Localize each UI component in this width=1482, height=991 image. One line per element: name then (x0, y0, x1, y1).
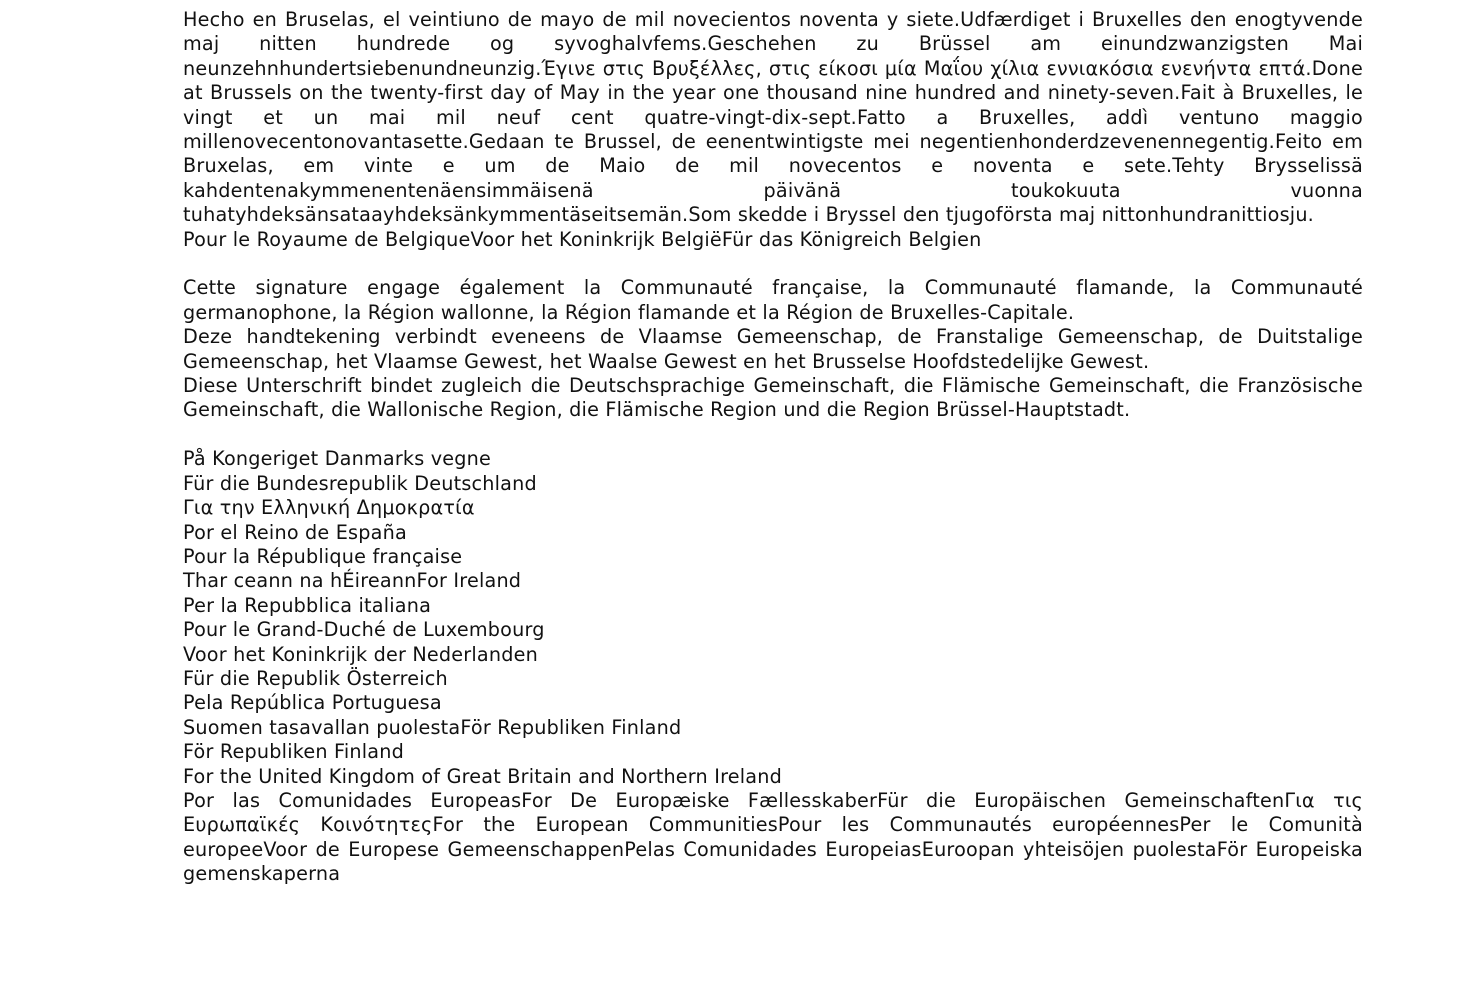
signatory-france: Pour la République française (183, 544, 463, 568)
signatory-italy: Per la Repubblica italiana (183, 593, 432, 617)
signatory-greece: Για την Ελληνική Δημοκρατία (183, 496, 475, 520)
signatory-european-communities: Por las Comunidades EuropeasFor De Europæiske FællesskaberFür die Europäischen GemeinschaftenΓια τις Ευρωπαϊκές ΚοινότητεςFor the European CommunitiesPour les Communautés européennesPer le Comunità europeeVoor de Europese GemeenschappenPelas Comunidades EuropeiasEuroopan yhteisöjen puolestaFör Europeiska gemenskaperna (183, 788, 1363, 886)
belgium-signatory-line: Pour le Royaume de BelgiqueVoor het Koninkrijk BelgiëFür das Königreich Belgien (183, 227, 982, 251)
signatory-denmark: På Kongeriget Danmarks vegne (183, 447, 492, 471)
belgium-note-dutch: Deze handtekening verbindt eveneens de Vlaamse Gemeenschap, de Franstalige Gemeenschap, de Duitstalige Gemeenschap, het Vlaamse Gewest, het Waalse Gewest en het Brusselse Hoofdstedelijke Gewest. (183, 325, 1363, 373)
signatory-united-kingdom: For the United Kingdom of Great Britain and Northern Ireland (183, 764, 782, 788)
signatory-germany: Für die Bundesrepublik Deutschland (183, 471, 537, 495)
signatory-list (183, 447, 1363, 886)
signatory-austria: Für die Republik Österreich (183, 666, 448, 690)
belgium-note-german: Diese Unterschrift bindet zugleich die Deutschsprachige Gemeinschaft, die Flämische Gemeinschaft, die Französische Gemeinschaft, die Wallonische Region, die Flämische Region und die Region Brüssel-Hauptstadt. (183, 374, 1363, 422)
signatory-netherlands: Voor het Koninkrijk der Nederlanden (183, 642, 538, 666)
belgium-note-french: Cette signature engage également la Communauté française, la Communauté flamande, la Communauté germanophone, la Région wallonne, la Région flamande et la Région de Bruxelles-Capitale. (183, 276, 1363, 324)
signatory-spain: Por el Reino de España (183, 520, 407, 544)
signatory-ireland: Thar ceann na hÉireannFor Ireland (183, 569, 522, 593)
signatory-sweden: För Republiken Finland (183, 740, 404, 764)
signatory-finland: Suomen tasavallan puolestaFör Republiken Finland (183, 715, 682, 739)
closing-formula-paragraph: Hecho en Bruselas, el veintiuno de mayo de mil novecientos noventa y siete.Udfærdiget i Bruxelles den enogtyvende maj nitten hundrede og syvoghalvfems.Geschehen zu Brüssel am einundzwanzigsten Mai neunzehnhundertsiebenundneunzig.Έγινε στις Βρυξέλλες, στις είκοσι μία Μαΐου χίλια εννιακόσια ενενήντα επτά.Done at Brussels on the twenty-first day of May in the year one thousand nine hundred and ninety-seven.Fait à Bruxelles, le vingt et un mai mil neuf cent quatre-vingt-dix-sept.Fatto a Bruxelles, addì ventuno maggio millenovecentonovantasette.Gedaan te Brussel, de eenentwintigste mei negentienhonderdzevenennegentig.Feito em Bruxelas, em vinte e um de Maio de mil novecentos e noventa e sete.Tehty Brysselissä kahdentenakymmenentenäensimmäisenä päivänä toukokuuta vuonna tuhatyhdeksänsataayhdeksänkymmentäseitsemän.Som skedde i Bryssel den tjugoförsta maj nittonhundranittiosju. (183, 8, 1363, 227)
signatory-portugal: Pela República Portuguesa (183, 691, 442, 715)
signatory-luxembourg: Pour le Grand-Duché de Luxembourg (183, 618, 545, 642)
spacer (183, 423, 1363, 447)
document-page (183, 8, 1363, 887)
spacer (183, 252, 1363, 276)
